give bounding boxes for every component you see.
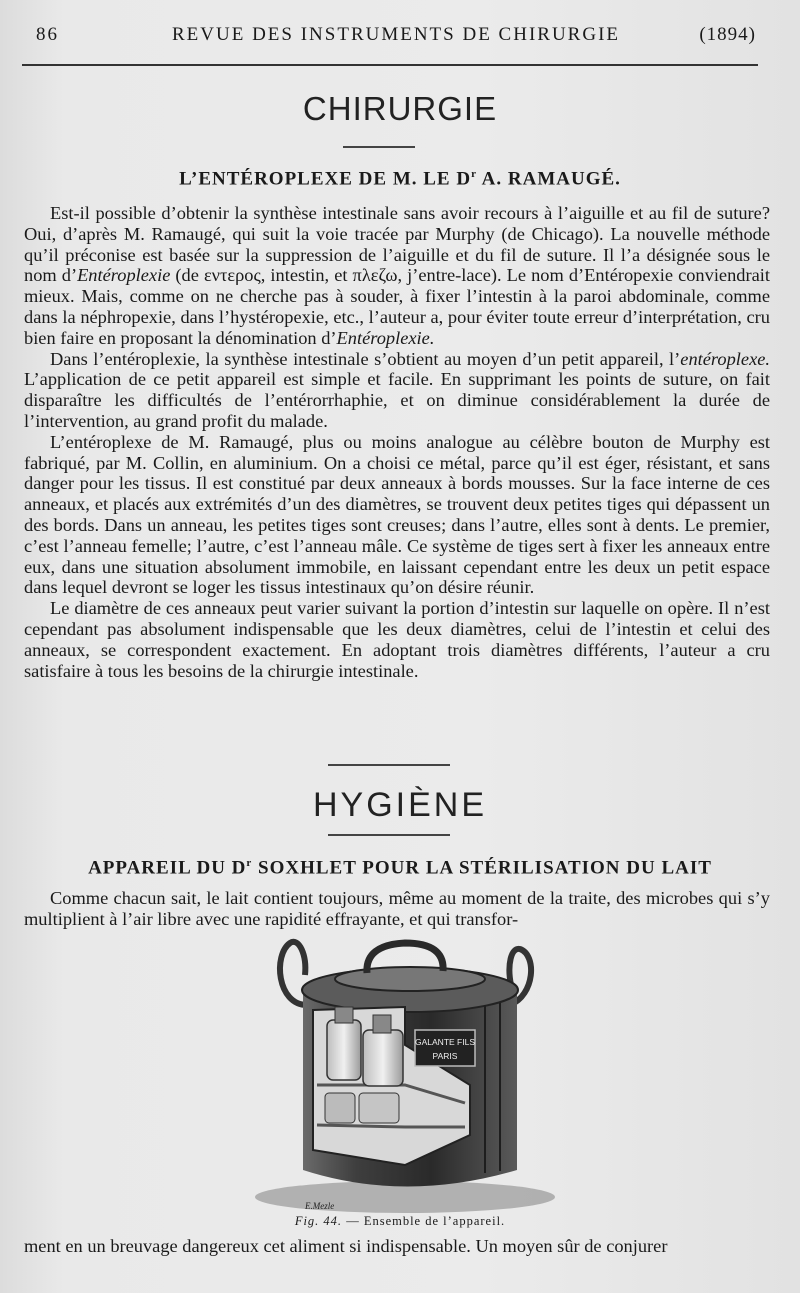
publication-year: (1894)	[699, 24, 756, 45]
article-body-soxhlet-continued	[24, 1236, 770, 1257]
engraver-signature: E.Mezle	[305, 1201, 335, 1211]
figure-caption: Fig. 44. — Ensemble de l’appareil.	[294, 1214, 506, 1228]
paragraph: Le diamètre de ces anneaux peut varier suivant la portion d’intestin sur laquelle on opère. Il n’est cependant pas absolument indispensable que les deux diamètres, celui de l’intestin et celui des anneaux, se correspondent exactement. En adoptant trois diamètres différents, l’auteur a cru satisfaire à tous les besoins de la chirurgie intestinale.	[24, 598, 770, 681]
paragraph: ment en un breuvage dangereux cet aliment si indispensable. Un moyen sûr de conjurer	[24, 1236, 668, 1256]
section-title-hygiene: HYGIÈNE	[312, 786, 488, 824]
maker-label-line1: GALANTE FILS	[415, 1037, 475, 1047]
sterilizer-engraving-figure	[255, 935, 565, 1215]
paragraph: Est-il possible d’obtenir la synthèse intestinale sans avoir recours à l’aiguille et au fil de suture? Oui, d’après M. Ramaugé, qui suit la voie tracée par Murphy (de Chicago). La nouvelle méthode qu’il préconise est basée sur la suppression de l’aiguille et du fil de suture. Il l’a désignée sous le nom d’Entéroplexie (de εντερος, intestin, et πλεζω, j’entre-lace). Le nom d’Entéropexie conviendrait mieux. Mais, comme on ne cherche pas à souder, à fixer l’intestin à la paroi abdominale, comme dans la néphropexie, dans l’hystéropexie, etc., l’auteur a, pour éviter toute erreur d’interprétation, cru bien faire en proposant la dénomination d’Entéroplexie.	[24, 203, 770, 348]
section-divider	[328, 764, 450, 766]
paragraph: Comme chacun sait, le lait contient toujours, même au moment de la traite, des microbes qui s’y multiplient à l’air libre avec une rapidité effrayante, et qui transfor-	[24, 888, 770, 929]
article-title-enteroplexe: L’ENTÉROPLEXE DE M. LE $D^r$ A. RAMAUGÉ.	[179, 168, 621, 190]
article-body-soxhlet	[24, 888, 770, 930]
maker-label-line2: PARIS	[432, 1051, 458, 1061]
section-title-chirurgie: CHIRURGIE	[302, 90, 498, 127]
running-header	[36, 24, 756, 48]
paragraph: Dans l’entéroplexie, la synthèse intestinale s’obtient au moyen d’un petit appareil, l’entéroplexe. L’application de ce petit appareil est simple et facile. En supprimant les points de suture, on fait disparaître les difficultés de l’entérorrhaphie, et on diminue considérablement la durée de l’intervention, au grand profit du malade.	[24, 348, 770, 431]
journal-title: REVUE DES INSTRUMENTS DE CHIRURGIE	[172, 24, 620, 45]
section-divider	[343, 146, 415, 148]
article-body-enteroplexe	[24, 203, 770, 681]
paragraph: L’entéroplexe de M. Ramaugé, plus ou moins analogue au célèbre bouton de Murphy est fabriqué, par M. Collin, en aluminium. On a choisi ce métal, parce qu’il est éger, résistant, et sans danger pour les tissus. Il est constitué par deux anneaux à bords mousses. Sur la face interne de ces anneaux, et placés aux extrémités d’un des diamètres, se trouvent deux petites tiges qui dépassent un des bords. Dans un anneau, les petites tiges sont creuses; dans l’autre, elles sont à dents. Le premier, c’est l’anneau femelle; l’autre, c’est l’anneau mâle. Ce système de tiges sert à fixer les anneaux entre eux, dans une situation absolument immobile, en laissant cependant entre les deux un petit espace dans lequel devront se loger les tissus intestinaux qu’on désire réunir.	[24, 431, 770, 598]
section-divider	[328, 834, 450, 836]
page-number: 86	[36, 24, 59, 45]
header-rule	[22, 64, 758, 66]
article-title-soxhlet: APPAREIL DU $D^r$ SOXHLET POUR LA STÉRILISATION DU LAIT	[88, 857, 712, 879]
